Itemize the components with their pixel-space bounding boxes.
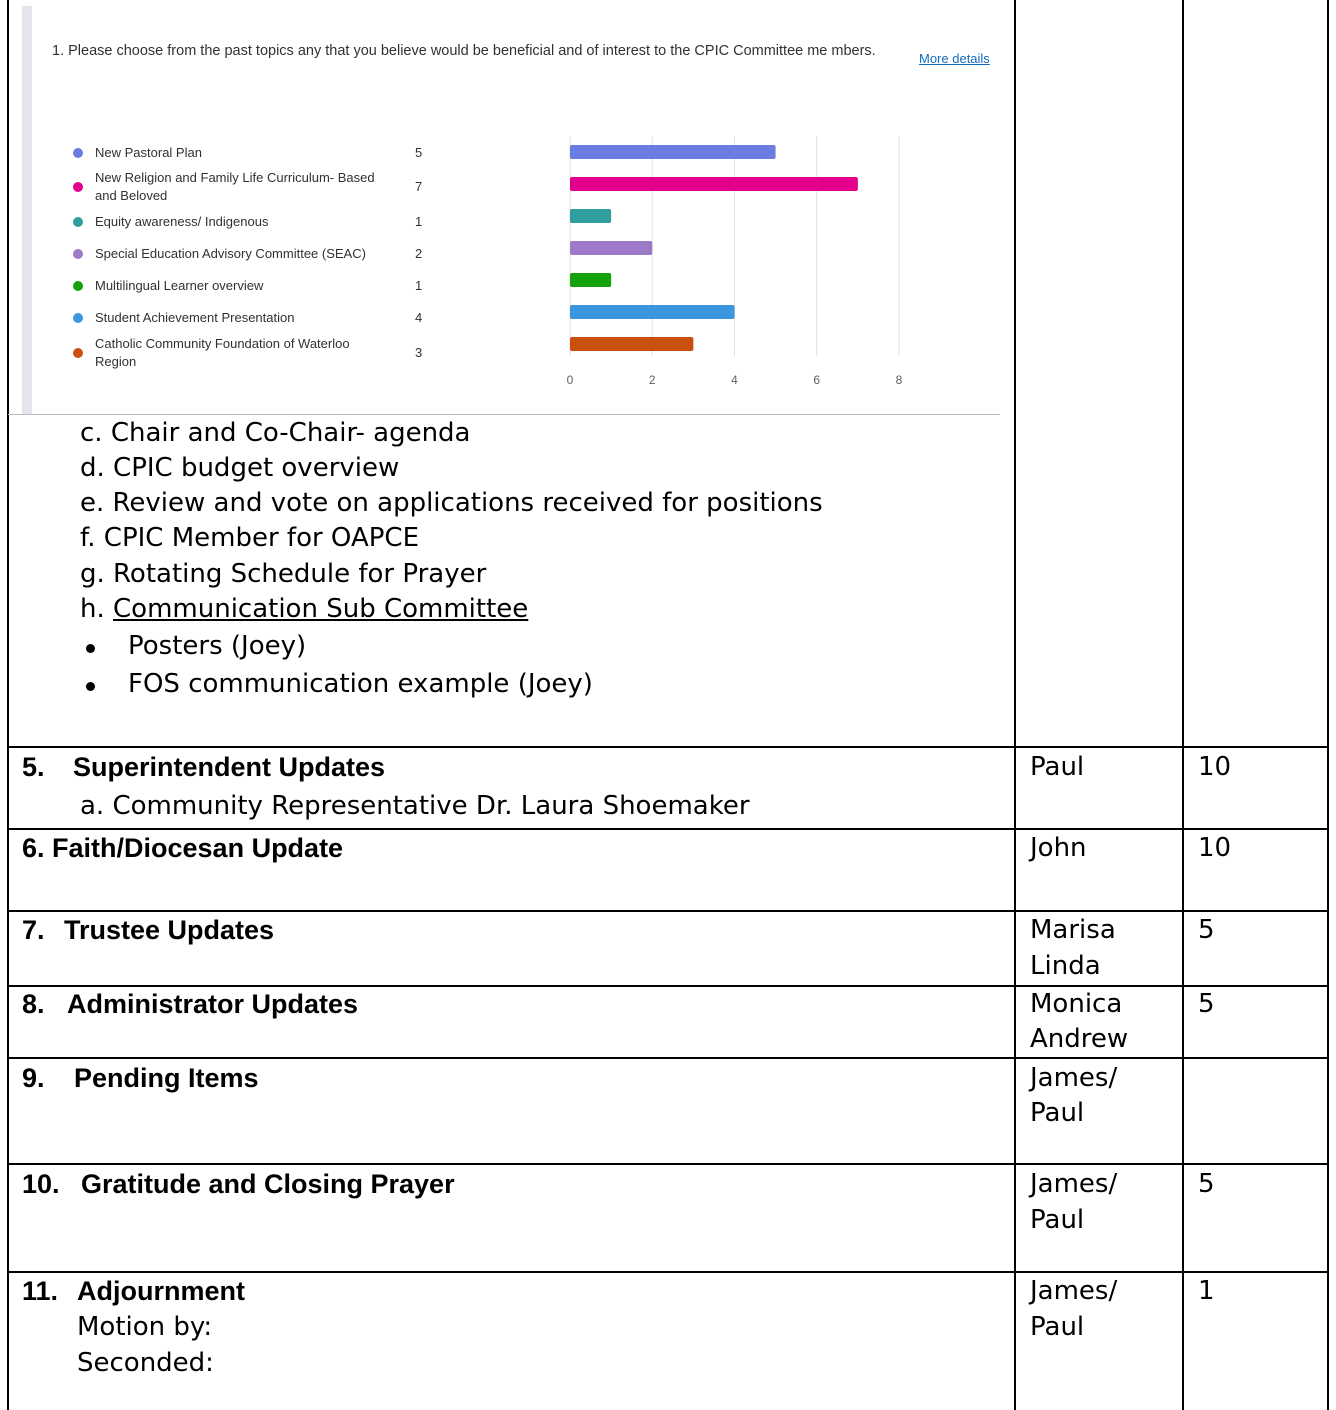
agenda-item-number: 7. xyxy=(22,915,45,945)
legend-label: Special Education Advisory Committee (SEAC) xyxy=(95,246,366,261)
presenter-cell: James/ xyxy=(1030,1063,1118,1093)
row-divider xyxy=(7,746,1329,748)
legend-count: 5 xyxy=(415,145,423,160)
table-border-col2 xyxy=(1014,0,1016,1410)
agenda-item-number: 8. xyxy=(22,989,45,1019)
time-cell: 10 xyxy=(1198,752,1232,782)
agenda-item-title: 6. Faith/Diocesan Update xyxy=(22,833,344,863)
bullet-icon xyxy=(86,644,95,653)
legend-dot-icon xyxy=(73,348,83,358)
card-bottom-border xyxy=(8,414,1000,415)
row-divider xyxy=(7,828,1329,830)
motion-by-label: Motion by: xyxy=(77,1312,213,1342)
presenter-cell: James/ xyxy=(1030,1169,1118,1199)
legend-label: Catholic Community Foundation of Waterloo Region xyxy=(95,336,350,369)
sub-item: c. Chair and Co-Chair- agenda xyxy=(80,418,471,448)
row-divider xyxy=(7,1163,1329,1165)
legend-count: 4 xyxy=(415,310,423,325)
bar xyxy=(570,273,611,287)
presenter-cell: Paul xyxy=(1030,1205,1085,1235)
presenter-cell: James/ xyxy=(1030,1276,1118,1306)
legend-count: 3 xyxy=(415,345,423,360)
bar xyxy=(570,209,611,223)
table-border-right xyxy=(1327,0,1329,1410)
legend-dot-icon xyxy=(73,281,83,291)
table-border-col3 xyxy=(1182,0,1184,1410)
presenter-cell: Andrew xyxy=(1030,1024,1129,1054)
agenda-item-number: 10. xyxy=(22,1169,60,1199)
agenda-item-title: Administrator Updates xyxy=(67,989,359,1019)
seconded-label: Seconded: xyxy=(77,1348,214,1378)
row-divider xyxy=(7,1271,1329,1273)
more-details-link[interactable]: More details xyxy=(919,51,990,66)
agenda-item-title: Gratitude and Closing Prayer xyxy=(81,1169,455,1199)
agenda-item-number: 5. xyxy=(22,752,45,782)
sub-item-communication xyxy=(80,592,528,626)
x-tick-label: 2 xyxy=(648,373,656,387)
presenter-cell: Paul xyxy=(1030,752,1085,782)
agenda-sub-item: a. Community Representative Dr. Laura Shoemaker xyxy=(80,791,750,821)
agenda-item-title: Trustee Updates xyxy=(64,915,275,945)
presenter-cell: John xyxy=(1030,833,1087,863)
sub-item: e. Review and vote on applications received for positions xyxy=(80,488,823,518)
x-tick-label: 8 xyxy=(895,373,903,387)
bullet-item: FOS communication example (Joey) xyxy=(128,669,593,699)
legend-dot-icon xyxy=(73,249,83,259)
bar-chart xyxy=(552,126,932,396)
legend-dot-icon xyxy=(73,313,83,323)
legend-count: 1 xyxy=(415,214,423,229)
sub-item: d. CPIC budget overview xyxy=(80,453,400,483)
presenter-cell: Paul xyxy=(1030,1098,1085,1128)
agenda-item-number: 9. xyxy=(22,1063,45,1093)
x-tick-label: 0 xyxy=(566,373,574,387)
bullet-icon xyxy=(86,682,95,691)
legend-dot-icon xyxy=(73,217,83,227)
legend-count: 7 xyxy=(415,179,423,194)
sub-item: f. CPIC Member for OAPCE xyxy=(80,523,419,553)
legend-count: 1 xyxy=(415,278,423,293)
legend-label: Equity awareness/ Indigenous xyxy=(95,214,269,229)
time-cell: 5 xyxy=(1198,915,1215,945)
time-cell: 10 xyxy=(1198,833,1232,863)
bullet-item: Posters (Joey) xyxy=(128,631,307,661)
time-cell: 5 xyxy=(1198,1169,1215,1199)
card-left-edge xyxy=(22,6,32,414)
presenter-cell: Paul xyxy=(1030,1312,1085,1342)
agenda-item-title: Superintendent Updates xyxy=(73,752,386,782)
presenter-cell: Marisa xyxy=(1030,915,1116,945)
sub-item: g. Rotating Schedule for Prayer xyxy=(80,559,487,589)
bar xyxy=(570,145,776,159)
time-cell: 1 xyxy=(1198,1276,1215,1306)
presenter-cell: Linda xyxy=(1030,951,1101,981)
bar xyxy=(570,177,858,191)
legend-dot-icon xyxy=(73,182,83,192)
legend-label: Student Achievement Presentation xyxy=(95,310,295,325)
agenda-item-number: 11. xyxy=(22,1276,59,1306)
table-border-left xyxy=(7,0,9,1410)
bar xyxy=(570,241,652,255)
row-divider xyxy=(7,910,1329,912)
agenda-item-title: Adjournment xyxy=(77,1276,245,1306)
legend-label: Multilingual Learner overview xyxy=(95,278,264,293)
sub-item-prefix: h. xyxy=(80,594,114,624)
x-tick-label: 4 xyxy=(731,373,738,387)
legend-label: New Pastoral Plan xyxy=(95,145,202,160)
form-results-card xyxy=(22,6,1000,414)
bar xyxy=(570,337,693,351)
legend-dot-icon xyxy=(73,148,83,158)
communication-sub-committee-heading: Communication Sub Committee xyxy=(113,594,529,624)
row-divider xyxy=(7,1057,1329,1059)
agenda-item-title: Pending Items xyxy=(74,1063,259,1093)
question-text: 1. Please choose from the past topics any that you believe would be beneficial and of interest to the CPIC Committee me mbers. xyxy=(52,43,876,59)
bar xyxy=(570,305,735,319)
legend-label: New Religion and Family Life Curriculum- Based and Beloved xyxy=(95,170,375,203)
x-tick-label: 6 xyxy=(813,373,821,387)
time-cell: 5 xyxy=(1198,989,1215,1019)
legend-count: 2 xyxy=(415,246,423,261)
presenter-cell: Monica xyxy=(1030,989,1123,1019)
